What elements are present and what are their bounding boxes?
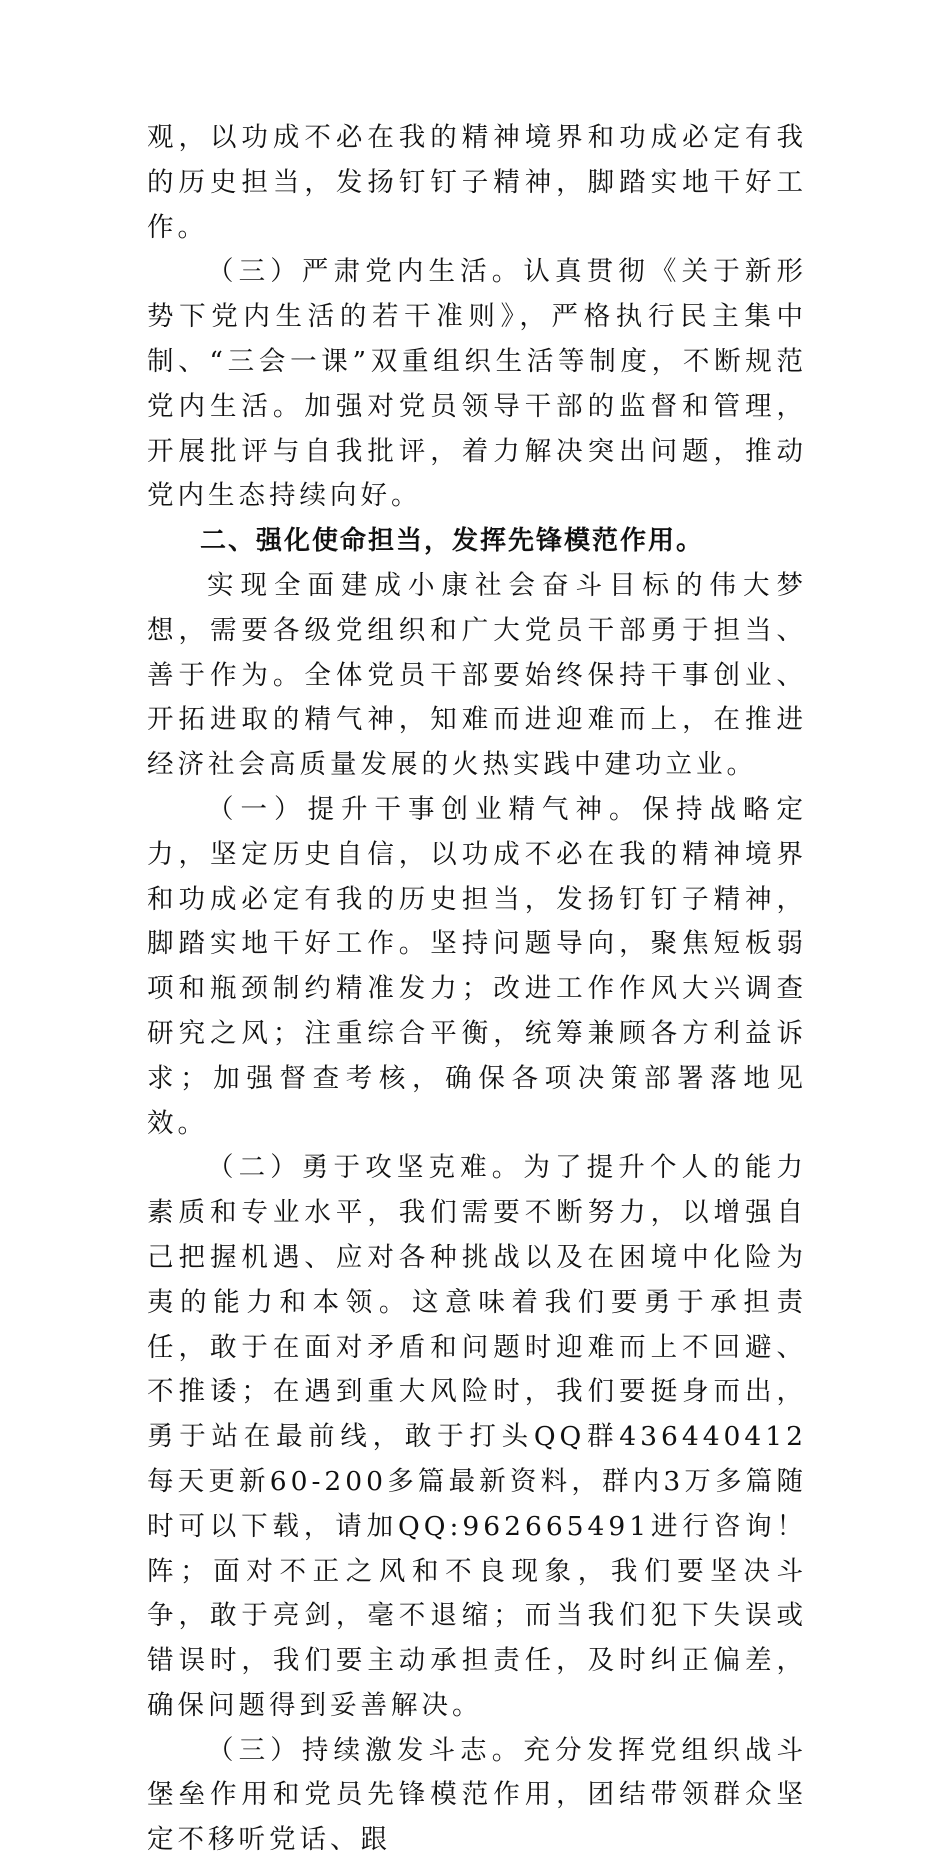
paragraph-mission-intro: 实现全面建成小康社会奋斗目标的伟大梦想，需要各级党组织和广大党员干部勇于担当、善于作为。全体党员干部要始终保持干事创业、开拓进取的精气神，知难而进迎难而上，在推进经济社会高质量发展的火热实践中建功立业。 bbox=[147, 569, 807, 781]
paragraph-party-life: （三）严肃党内生活。认真贯彻《关于新形势下党内生活的若干准则》，严格执行民主集中制、“三会一课”双重组织生活等制度，不断规范党内生活。加强对党员领导干部的监督和管理，开展批评与自我批评，着力解决突出问题，推动党内生态持续向好。 bbox=[147, 256, 807, 512]
paragraph-morale: （三）持续激发斗志。充分发挥党组织战斗堡垒作用和党员先锋模范作用，团结带领群众坚定不移听党话、跟 bbox=[147, 1734, 807, 1856]
document-body bbox=[147, 116, 807, 1863]
paragraph-overcome-difficulties: （二）勇于攻坚克难。为了提升个人的能力素质和专业水平，我们需要不断努力，以增强自己把握机遇、应对各种挑战以及在困境中化险为夷的能力和本领。这意味着我们要勇于承担责任，敢于在面对矛盾和问题时迎难而上不回避、不推诿；在遇到重大风险时，我们要挺身而出，勇于站在最前线，敢于打头QQ群436440412每天更新60-200多篇最新资料，群内3万多篇随时可以下载，请加QQ:962665491进行咨询！阵；面对不正之风和不良现象，我们要坚决斗争，敢于亮剑，毫不退缩；而当我们犯下失误或错误时，我们要主动承担责任，及时纠正偏差，确保问题得到妥善解决。 bbox=[147, 1152, 807, 1721]
section-heading-mission: 二、强化使命担当，发挥先锋模范作用。 bbox=[200, 526, 705, 557]
paragraph-continuation: 观，以功成不必在我的精神境界和功成必定有我的历史担当，发扬钉钉子精神，脚踏实地干好工作。 bbox=[147, 122, 807, 243]
paragraph-spirit: （一）提升干事创业精气神。保持战略定力，坚定历史自信，以功成不必在我的精神境界和功成必定有我的历史担当，发扬钉钉子精神，脚踏实地干好工作。坚持问题导向，聚焦短板弱项和瓶颈制约精准发力；改进工作作风大兴调查研究之风；注重综合平衡，统筹兼顾各方利益诉求；加强督查考核，确保各项决策部署落地见效。 bbox=[147, 793, 807, 1139]
